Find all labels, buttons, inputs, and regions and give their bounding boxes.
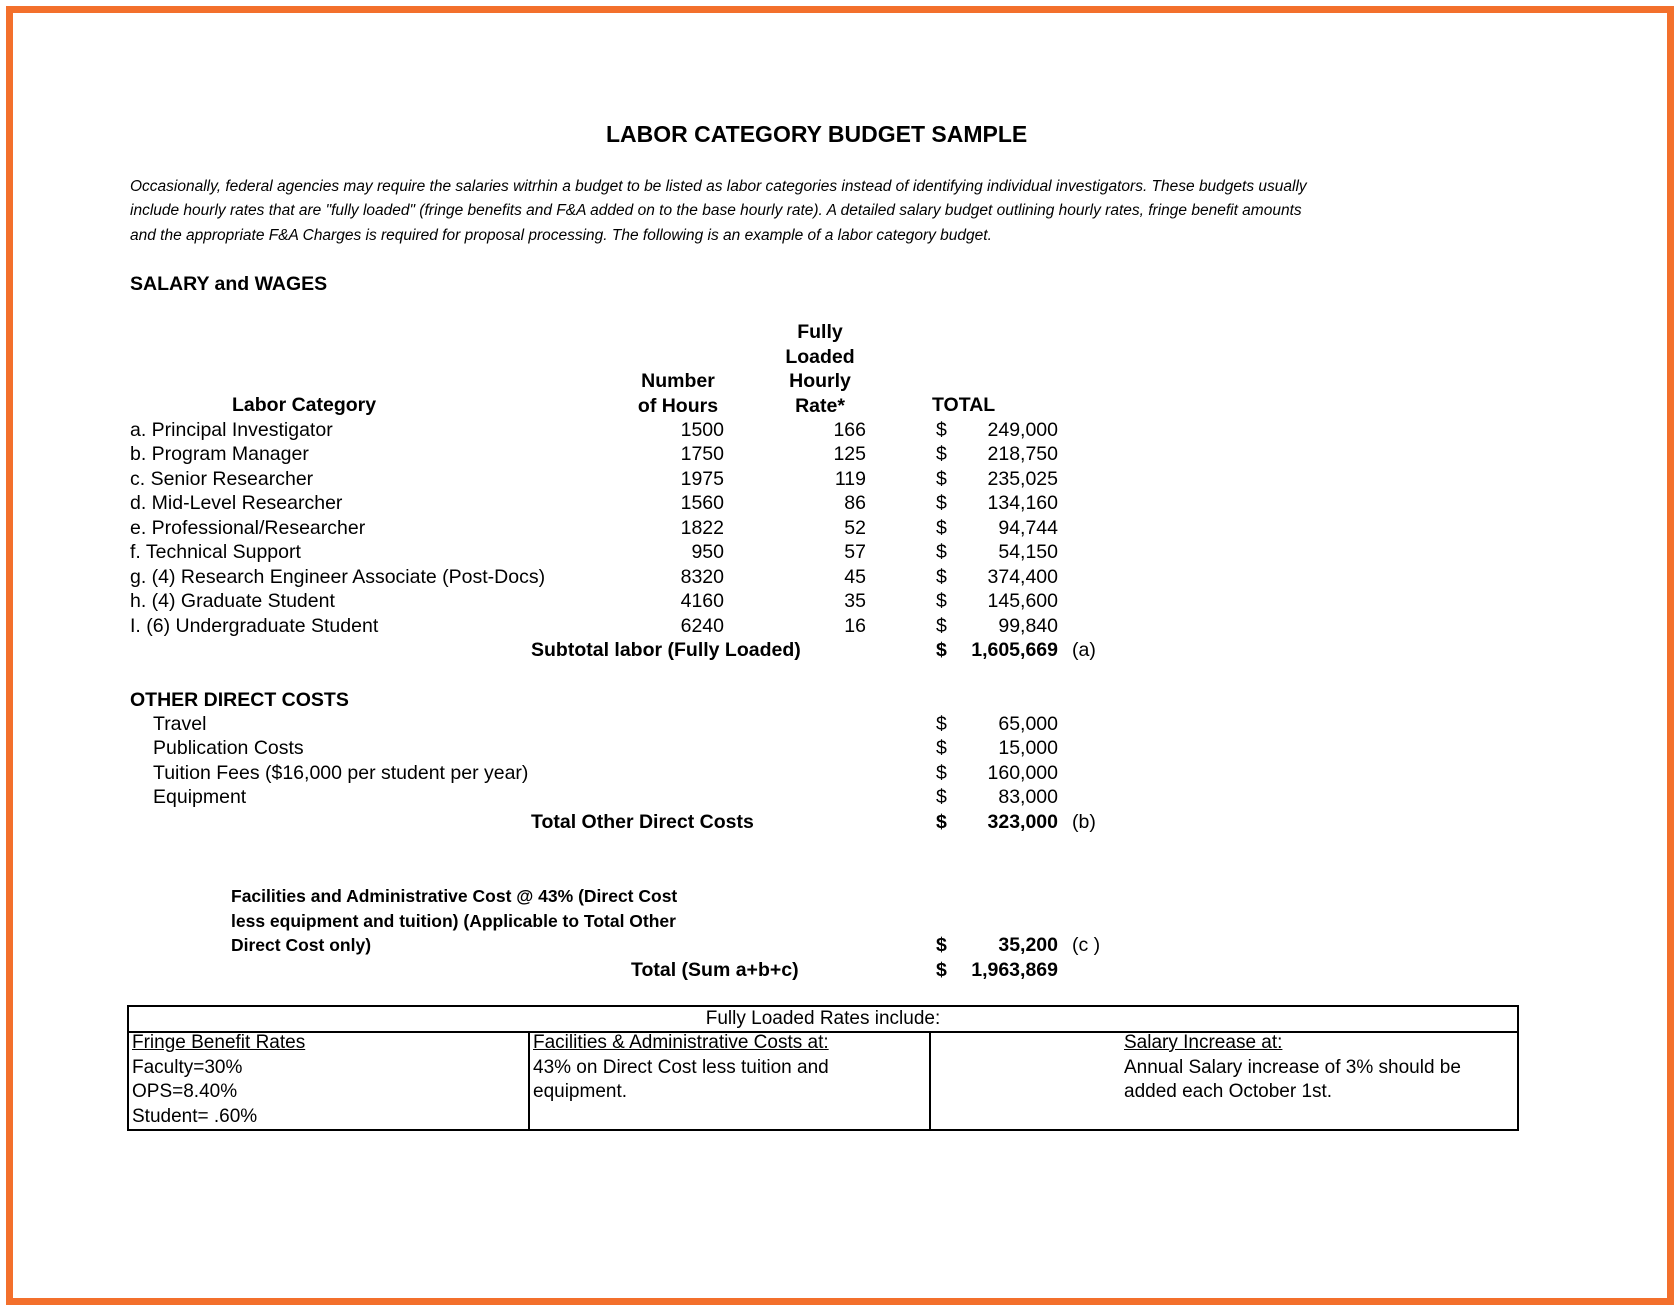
row-total: 145,600 bbox=[987, 590, 1058, 612]
page-title: LABOR CATEGORY BUDGET SAMPLE bbox=[606, 121, 1028, 147]
row-label: g. (4) Research Engineer Associate (Post-Docs) bbox=[130, 566, 546, 588]
odc-currency: $ bbox=[936, 786, 947, 808]
row-rate: 86 bbox=[844, 492, 866, 514]
row-hours: 1975 bbox=[680, 468, 724, 490]
odc-total: 83,000 bbox=[998, 786, 1058, 808]
odc-currency: $ bbox=[936, 762, 947, 784]
rates-notes-table bbox=[127, 1005, 1519, 1131]
notes-caption: Fully Loaded Rates include: bbox=[129, 1007, 1517, 1033]
col-number-of-hours: Number of Hours bbox=[637, 370, 719, 417]
row-currency: $ bbox=[936, 566, 947, 588]
fringe-faculty: Faculty=30% bbox=[132, 1056, 243, 1078]
row-total: 99,840 bbox=[998, 615, 1058, 637]
odc-heading: OTHER DIRECT COSTS bbox=[130, 689, 349, 711]
row-currency: $ bbox=[936, 492, 947, 514]
odc-currency: $ bbox=[936, 713, 947, 735]
row-rate: 16 bbox=[844, 615, 866, 637]
notes-fringe-column bbox=[129, 1031, 530, 1129]
odc-total-value: 323,000 bbox=[987, 811, 1058, 833]
odc-total-currency: $ bbox=[936, 811, 947, 833]
fa-line-2: less equipment and tuition) (Applicable to Total Other bbox=[231, 911, 676, 931]
row-total: 94,744 bbox=[998, 517, 1058, 539]
notes-fa-column bbox=[530, 1031, 931, 1129]
row-label: a. Principal Investigator bbox=[130, 419, 333, 441]
row-hours: 6240 bbox=[680, 615, 724, 637]
odc-currency: $ bbox=[936, 737, 947, 759]
row-rate: 119 bbox=[834, 468, 866, 490]
fa-rates-line-2: equipment. bbox=[533, 1081, 628, 1102]
fa-line-3: Direct Cost only) bbox=[231, 935, 372, 955]
row-total: 235,025 bbox=[987, 468, 1058, 490]
row-label: d. Mid-Level Researcher bbox=[130, 492, 343, 514]
grand-total-label: Total (Sum a+b+c) bbox=[631, 959, 799, 981]
row-rate: 166 bbox=[833, 419, 866, 441]
fringe-student: Student= .60% bbox=[132, 1105, 258, 1127]
grand-total-value: 1,963,869 bbox=[971, 959, 1058, 981]
row-total: 54,150 bbox=[998, 541, 1058, 563]
row-label: e. Professional/Researcher bbox=[130, 517, 366, 539]
odc-total: 15,000 bbox=[998, 737, 1058, 759]
row-currency: $ bbox=[936, 615, 947, 637]
notes-salary-column bbox=[931, 1031, 1517, 1129]
subtotal-ref: (a) bbox=[1072, 639, 1096, 661]
row-total: 218,750 bbox=[987, 443, 1058, 465]
row-hours: 1560 bbox=[680, 492, 724, 514]
row-rate: 45 bbox=[844, 566, 866, 588]
fa-rates-line-1: 43% on Direct Cost less tuition and bbox=[533, 1056, 829, 1078]
row-label: I. (6) Undergraduate Student bbox=[130, 615, 379, 637]
subtotal-label: Subtotal labor (Fully Loaded) bbox=[531, 639, 801, 661]
subtotal-currency: $ bbox=[936, 639, 947, 661]
grand-total-currency: $ bbox=[936, 959, 947, 981]
row-rate: 125 bbox=[833, 443, 866, 465]
row-hours: 1500 bbox=[680, 419, 724, 441]
col-labor-category: Labor Category bbox=[232, 394, 377, 416]
odc-label: Equipment bbox=[153, 786, 247, 808]
intro-line-3: and the appropriate F&A Charges is required for proposal processing. The following is an example of a labor category budget. bbox=[130, 227, 992, 244]
fa-value: 35,200 bbox=[998, 934, 1058, 956]
row-label: b. Program Manager bbox=[130, 443, 309, 465]
fa-currency: $ bbox=[936, 934, 947, 956]
row-currency: $ bbox=[936, 517, 947, 539]
row-label: f. Technical Support bbox=[130, 541, 301, 563]
col-hourly-rate: Fully Loaded Hourly Rate* bbox=[785, 321, 855, 417]
row-label: h. (4) Graduate Student bbox=[130, 590, 335, 612]
fringe-heading: Fringe Benefit Rates bbox=[132, 1032, 306, 1053]
row-currency: $ bbox=[936, 419, 947, 441]
odc-total-label: Total Other Direct Costs bbox=[531, 811, 754, 833]
row-hours: 1822 bbox=[680, 517, 724, 539]
row-total: 249,000 bbox=[987, 419, 1058, 441]
odc-label: Travel bbox=[153, 713, 207, 735]
col-total: TOTAL bbox=[932, 394, 996, 416]
row-total: 134,160 bbox=[987, 492, 1058, 514]
fa-line-1: Facilities and Administrative Cost @ 43% (Direct Cost bbox=[231, 886, 678, 906]
odc-label: Publication Costs bbox=[153, 737, 304, 759]
intro-line-1: Occasionally, federal agencies may require the salaries witrhin a budget to be listed as labor categories instead of identifying individual investigators. These budgets usually bbox=[130, 178, 1307, 195]
row-hours: 950 bbox=[691, 541, 724, 563]
odc-total: 160,000 bbox=[987, 762, 1058, 784]
row-label: c. Senior Researcher bbox=[130, 468, 314, 490]
row-hours: 8320 bbox=[680, 566, 724, 588]
row-rate: 52 bbox=[844, 517, 866, 539]
row-currency: $ bbox=[936, 590, 947, 612]
odc-total: 65,000 bbox=[998, 713, 1058, 735]
row-currency: $ bbox=[936, 541, 947, 563]
row-total: 374,400 bbox=[987, 566, 1058, 588]
salary-increase-heading: Salary Increase at: bbox=[1124, 1032, 1283, 1053]
intro-line-2: include hourly rates that are "fully loaded" (fringe benefits and F&A added on to the base hourly rate). A detailed salary budget outlining hourly rates, fringe benefit amounts bbox=[130, 202, 1302, 219]
odc-label: Tuition Fees ($16,000 per student per year) bbox=[153, 762, 529, 784]
row-currency: $ bbox=[936, 468, 947, 490]
row-rate: 35 bbox=[844, 590, 866, 612]
salary-increase-line-2: added each October 1st. bbox=[1124, 1081, 1333, 1102]
row-currency: $ bbox=[936, 443, 947, 465]
row-hours: 4160 bbox=[680, 590, 724, 612]
row-rate: 57 bbox=[844, 541, 866, 563]
fa-rates-heading: Facilities & Administrative Costs at: bbox=[533, 1032, 829, 1053]
row-hours: 1750 bbox=[680, 443, 724, 465]
salary-increase-line-1: Annual Salary increase of 3% should be bbox=[1124, 1056, 1461, 1078]
fa-ref: (c ) bbox=[1072, 934, 1101, 956]
subtotal-value: 1,605,669 bbox=[971, 639, 1058, 661]
salary-heading: SALARY and WAGES bbox=[130, 273, 328, 295]
odc-total-ref: (b) bbox=[1072, 811, 1096, 833]
fringe-ops: OPS=8.40% bbox=[132, 1081, 238, 1102]
